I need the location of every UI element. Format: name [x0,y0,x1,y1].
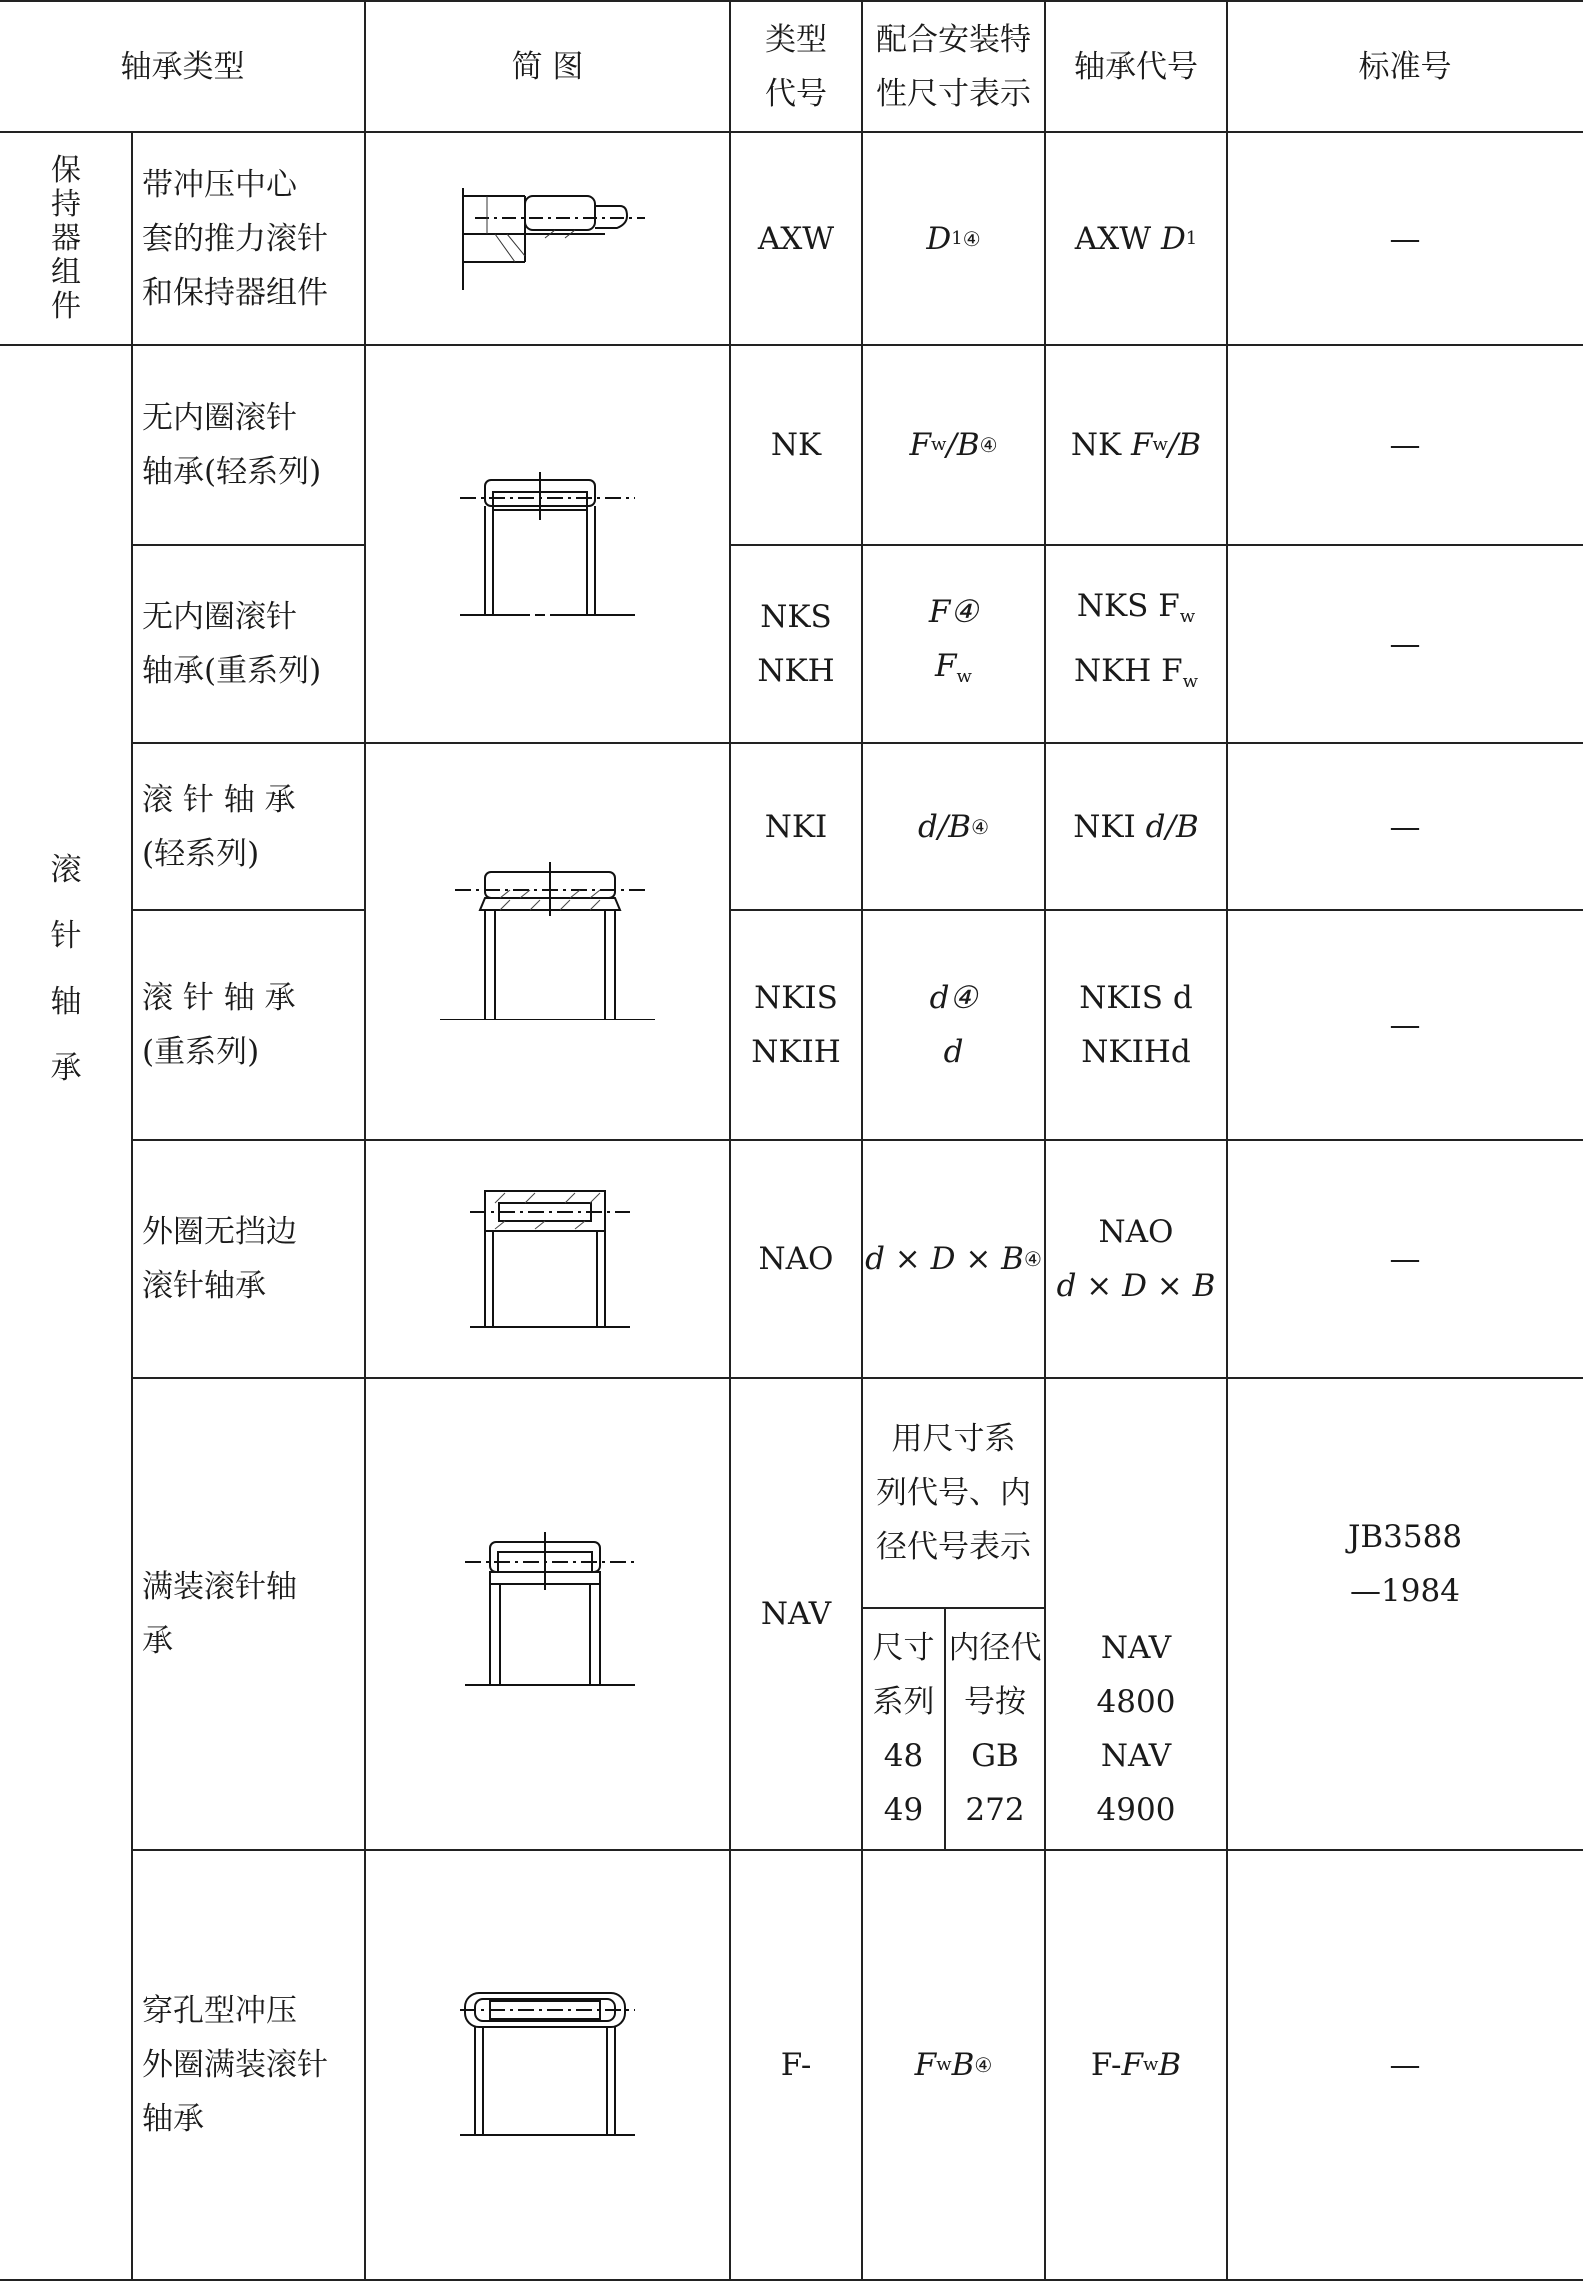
row-code: F- F w B [1090,2047,1182,2083]
header-type-code: 类型 代号 [765,21,827,112]
row-standard: — [1389,1241,1421,1277]
sketch-axw-thrust-cage [455,180,655,300]
row-name: 外圈无挡边 滚针轴承 [142,1214,297,1304]
row-code: AXW D 1 [1074,220,1198,257]
row-standard: — [1389,2047,1421,2083]
row-fit: D 1 ④ [926,220,981,257]
row-fit: d/B ④ [917,808,989,845]
row-fit: F w /B ④ [909,427,998,463]
row-type-code: NK [770,427,822,463]
row-sub-col-series: 尺寸 系列 48 49 [872,1630,935,1828]
row-standard: JB3588 —1984 [1347,1519,1463,1609]
header-standard: 标准号 [1358,48,1452,85]
row-type-code: NAO [758,1241,834,1277]
row-code: NAV 4800 NAV 4900 [1096,1630,1176,1828]
row-standard: — [1389,427,1421,463]
header-sketch: 简 图 [511,48,584,85]
row-fit-note: 用尺寸系 列代号、内 径代号表示 [876,1421,1031,1565]
header-bearing-type: 轴承类型 [120,48,245,85]
group-cage: 保 持 器 组 件 [51,152,81,324]
row-name: 带冲压中心 套的推力滚针 和保持器组件 [142,166,328,311]
row-code: NKI d/B [1073,808,1199,845]
row-fit: d④ d [929,980,978,1070]
row-sub-col-bore: 内径代 号按 GB 272 [948,1630,1042,1828]
row-code: NKIS d NKIHd [1079,980,1193,1070]
row-type-code: NAV [760,1596,832,1632]
row-name: 滚 针 轴 承 (重系列) [142,980,296,1070]
row-standard: — [1389,626,1421,662]
header-fit-dimension: 配合安装特 性尺寸表示 [876,21,1031,112]
row-standard: — [1389,220,1421,257]
group-needle: 滚 针 轴 承 [50,852,82,1086]
row-type-code: NKS NKH [757,599,835,689]
header-bearing-code: 轴承代号 [1074,48,1198,85]
sketch-nav-bearing [460,1530,640,1690]
row-standard: — [1389,808,1421,845]
row-code: NK F w /B [1070,427,1202,463]
row-fit: F④ $F_w$ [928,593,979,687]
row-fit: F w B ④ [914,2047,993,2083]
row-name: 无内圈滚针 轴承(重系列) [142,599,322,689]
row-fit: d × D × B ④ [865,1241,1042,1277]
row-code: NAO d × D × B [1056,1214,1216,1304]
row-name: 穿孔型冲压 外圈满装滚针 轴承 [142,1993,328,2137]
row-standard: — [1389,1007,1421,1043]
row-type-code: AXW [757,220,835,257]
row-type-code: F- [780,2047,812,2083]
row-type-code: NKIS NKIH [751,980,841,1070]
row-name: 满装滚针轴 承 [142,1569,297,1659]
row-name: 无内圈滚针 轴承(轻系列) [142,400,322,490]
sketch-nki-bearing [440,860,660,1020]
row-name: 滚 针 轴 承 (轻系列) [142,781,296,872]
sketch-nk-bearing [455,470,645,630]
sketch-nao-bearing [465,1185,635,1335]
sketch-f-bearing [455,1985,645,2145]
row-code: NKS $F_w$ NKH $F_w$ [1073,588,1199,692]
row-type-code: NKI [764,808,828,845]
